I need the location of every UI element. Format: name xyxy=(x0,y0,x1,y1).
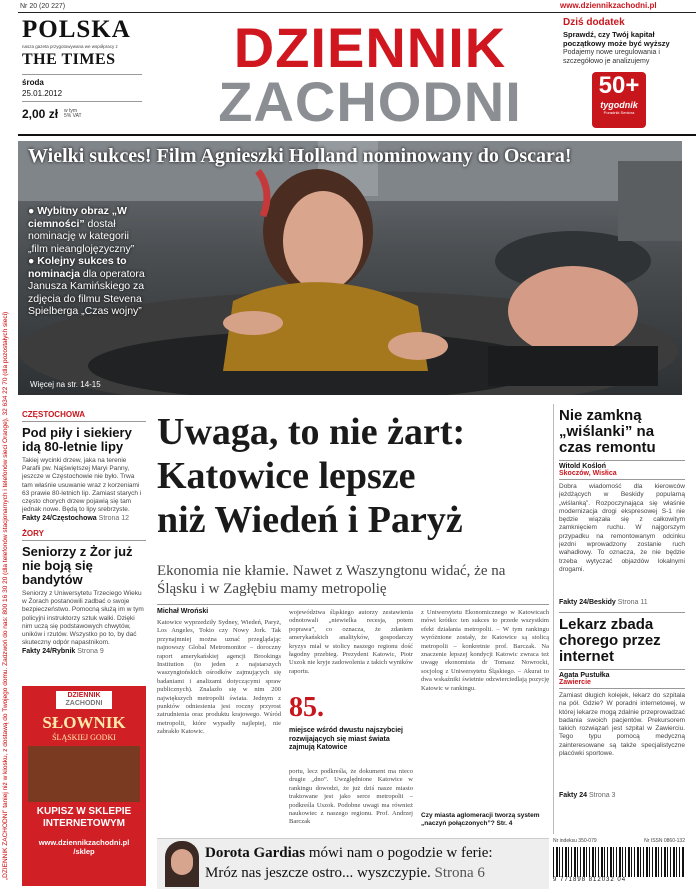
main-deck: Ekonomia nie kłamie. Nawet z Waszyngtonu widać, że na Śląsku i w Zagłębiu mamy metropolię xyxy=(157,563,506,597)
promo-url[interactable]: www.dziennikzachodni.pl xyxy=(38,838,130,847)
title-line1: DZIENNIK xyxy=(233,16,507,79)
hero-bullet-1-text: dostał nominację w kategorii „film nieanglojęzyczny” xyxy=(28,217,135,255)
promo-url-path[interactable]: /sklep xyxy=(73,847,95,856)
related-note-text: Czy miasta aglomeracji tworzą system „naczyń połączonych”? xyxy=(421,812,540,827)
right-column-divider xyxy=(553,404,554,834)
hero-bullet-2 xyxy=(28,255,146,318)
vat-note: w tym 5% VAT xyxy=(64,108,82,119)
ref-section: Fakty 24/Częstochowa xyxy=(22,515,97,522)
hero-bullet-2-bold: Kolejny sukces to nominacja xyxy=(28,255,127,280)
promo-logo xyxy=(56,691,112,709)
weather-line1 xyxy=(205,845,493,862)
story-wislanka-headline[interactable]: Nie zamkną „wiślanki” na czas remontu xyxy=(559,407,656,456)
related-note-page: Str. 4 xyxy=(496,820,513,827)
story-wislanka-text: Dobra wiadomość dla kierowców jeżdżących w Beskidy popularną „wiślanką”. Rozpoczynająca się właśnie modernizacja drogi ekspresowej S-1 nie będzie wiązała się z całkowitym zamknięciem ruchu. W najgorszym przypadku na remontowanym odcinku jezdni wprowadzony zostanie ruch wahadłowy. To oznacza, że nie będzie trzeba wytyczać objazdów lokalnymi drogami. xyxy=(559,483,685,573)
issue-number: Nr 20 (20 227) xyxy=(20,3,66,10)
story-zory-headline[interactable]: Seniorzy z Żor już nie boją się bandytów xyxy=(22,544,133,587)
supplement-text: Podajemy nowe uregulowania i szczegółowo je analizujemy xyxy=(563,49,660,65)
hero-bullet-1 xyxy=(28,205,146,255)
badge-number: 50+ xyxy=(598,72,640,99)
weather-page: Strona 6 xyxy=(434,865,485,881)
section-czestochowa: CZĘSTOCHOWA xyxy=(22,410,85,419)
supplement-headline: Sprawdź, czy Twój kapitał początkowy może być wyższy xyxy=(563,30,670,48)
story-zory-text: Seniorzy z Uniwersytetu Trzeciego Wieku w Żorach postanowili zadbać o swoje bezpieczeństwo. Pomocną służą im w tym policyjni instruktorzy sztuk walki. Dzięki nim uczą się podstawowych chwytów, uników i rzutów. Wszystko po to, by dać skuteczny odpór napastnikom. xyxy=(22,590,144,647)
right-rule xyxy=(559,688,685,689)
right-column xyxy=(559,408,685,799)
promo-subtitle: ŚLĄSKIEJ GODKI xyxy=(52,733,116,742)
story-czestochowa-text: Takiej wycinki drzew, jaka na terenie Parafii pw. Najświętszej Maryi Panny, jeszcze w Częstochowie nie było. Trwa tam właśnie usuwanie wraz z korzeniami 63 prawie 80-letnich lip. Zamiast starych i często chorych drzew pojawią się tam jednak nowe. Będą to lipy srebrzyste. xyxy=(22,457,142,514)
story-czestochowa-headline[interactable]: Pod piły i siekiery idą 80-letnie lipy xyxy=(22,425,132,454)
ref-page: Strona 11 xyxy=(617,599,648,606)
weather-teaser[interactable] xyxy=(157,838,549,889)
section-zory: ŻORY xyxy=(22,529,44,538)
masthead-left-rule xyxy=(22,74,142,75)
subscription-vertical-note: „DZIENNIK ZACHODNI” taniej niż w kiosku, z dostawą do Twojego domu. Zadzwoń do nas: 800 16 30 20 (dla telefonów stacjonarnych i telefonów sieci Orange), 32 634 22 70 (dla pozostałych sieci) xyxy=(2,311,9,880)
presenter-face xyxy=(171,849,193,875)
left-column xyxy=(22,410,146,655)
right-rule xyxy=(559,479,685,480)
left-rule xyxy=(22,421,146,422)
right-rule xyxy=(559,669,685,670)
promo-cta-line2: INTERNETOWYM xyxy=(42,818,126,829)
main-column-2-top: województwa śląskiego autorzy zestawienia odnotowali „niewielka recesja, potem poprawa”, co oznacza, że zdaniem amerykańskich analityków, gospodarczy kryzys miał w stolicy naszego regionu dość łagodny przebieg. Prezydent Katowic, Piotr Uszok nie kryje zadowolenia z takich wyników raportu. xyxy=(289,609,413,675)
badge-word: tygodnik xyxy=(600,100,638,110)
barcode-icon xyxy=(553,847,685,877)
badge-sub: Poradnik Seniora xyxy=(603,110,635,115)
main-headline[interactable] xyxy=(157,410,549,542)
presenter-name: Dorota Gardias xyxy=(205,845,306,861)
tygodnik-badge[interactable] xyxy=(592,72,646,128)
story-wislanka-author: Witold Kośloń xyxy=(559,463,606,470)
story-zory-ref[interactable] xyxy=(22,648,146,655)
ref-page: Strona 3 xyxy=(588,792,616,799)
pull-quote-text: miejsce wśród dwustu najszybciej rozwijających się miast świata zajmują Katowice xyxy=(289,727,403,751)
the-times-logo: THE TIMES xyxy=(22,51,116,68)
main-headline-line3: niż Wiedeń i Paryż xyxy=(157,499,463,541)
weather-intro: mówi nam o pogodzie w ferie: xyxy=(308,845,493,861)
masthead-top-rule xyxy=(18,12,696,13)
right-rule xyxy=(559,612,685,613)
left-rule xyxy=(22,540,146,541)
polska-tagline: nasza gazeta przygotowywana we współpracy z xyxy=(22,44,118,49)
promo-logo-line1: DZIENNIK xyxy=(67,692,101,699)
supplement-label: Dziś dodatek xyxy=(563,17,625,28)
main-headline-line1: Uwaga, to nie żart: xyxy=(157,411,466,453)
barcode-index: Nr indeksu 350-079 xyxy=(553,838,597,844)
dictionary-promo[interactable] xyxy=(22,686,146,886)
hero-bullet-1-bold: Wybitny obraz „W ciemności” xyxy=(28,205,127,230)
main-headline-line2: Katowice lepsze xyxy=(157,455,416,497)
ref-page: Strona 12 xyxy=(98,515,130,522)
right-rule xyxy=(559,460,685,461)
price: 2,00 zł xyxy=(22,107,59,121)
story-lekarz-text: Zamiast długich kolejek, lekarz do szpitala na pół. Gdzie? W poradni internetowej, w której lekarze mogą zdalnie przeprowadzać badania swoich pacjentów. Prekursorem takich rozwiązań jest szpital w Zawierciu. Tego typu pomocą medyczną zainteresowane są także specjalistyczne placówki sportowe. xyxy=(559,692,685,758)
story-wislanka-ref[interactable] xyxy=(559,599,685,606)
ref-section: Fakty 24/Rybnik xyxy=(22,648,76,655)
polska-logo: POLSKA xyxy=(22,16,131,43)
story-wislanka-place: Skoczów, Wisłica xyxy=(559,470,617,477)
weather-line2 xyxy=(205,865,485,882)
bullet-dot-icon: ● xyxy=(28,255,35,267)
barcode-block xyxy=(553,838,685,890)
barcode-number: 9 771898 812032 04 xyxy=(553,877,627,883)
promo-title: SŁOWNIK xyxy=(42,713,126,732)
promo-logo-line2: ZACHODNI xyxy=(65,700,103,707)
today-supplement[interactable] xyxy=(563,17,693,66)
hero-bullets xyxy=(28,205,146,318)
promo-photo-collage xyxy=(28,746,140,802)
main-column-2-bottom: portu, lecz podkreśla, że dokument ma nieco drugie „dno”. Uwzględnione Katowice w rankingu dowodzi, że już dziś nasze miasto traktowane jest jako serce metropolii – podkreśla Uszok. Podobne uwagi ma również naukowiec z naszego regionu. Prof. Andrzej Barczak xyxy=(289,768,413,826)
ref-section: Fakty 24/Beskidy xyxy=(559,599,616,606)
main-column-3: z Uniwersytetu Ekonomicznego w Katowicach mówi krótko: ten sukces to przede wszystkim efekt działania metropolii. – W tym rankingu wyróżnione zostały, że Katowice są stolicą metropolii – konkretnie prof. Barczak. Na znaczenie lepszej kondycji Katowic zwraca też uwagę ekonomista dr Tomasz Nowrocki, socjolog z Uniwersytetu Śląskiego. – Akurat to dwa wskaźniki świetnie odzwierciedlają pozycję Katowic w rankingu. xyxy=(421,609,549,692)
story-lekarz-place: Zawiercie xyxy=(559,679,591,686)
main-rule xyxy=(157,604,549,605)
masthead-left-rule2 xyxy=(22,101,142,102)
hero-bullet-2-text: dla operatora Janusza Kamińskiego za zdjęcia do filmu Stevena Spielberga „Czas wojny” xyxy=(28,267,145,317)
related-note[interactable] xyxy=(421,812,549,828)
hero-headline: Wielki sukces! Film Agnieszki Holland nominowany do Oscara! xyxy=(28,145,572,167)
story-lekarz-author: Agata Pustułka xyxy=(559,672,610,679)
weather-quote: Mróz nas jeszcze ostro... wyszczypie. xyxy=(205,865,431,881)
promo-cta-line1: KUPISZ W SKLEPIE xyxy=(36,806,132,817)
main-column-1: Katowice wyprzedziły Sydney, Wiedeń, Paryż, Los Angeles, Tokio czy Nowy Jork. Tak przynajmniej można uznać przeglądając najnowszy Global Metromonitor – doroczny raport amerykańskiej agencji Brookings Institution (to jeden z najstarszych waszyngtońskich ośrodków zajmujących się badaniami i analizami dotyczącymi spraw publicznych). Znalazło się w nim 200 największych metropolii świata. Jednym z punktów odniesienia jest roczny przyrost zatrudnienia oraz produktu krajowego. Wśród metropolii, które wypadły najlepiej, nie zabrakło Katowic. xyxy=(157,619,281,736)
issue-date: 25.01.2012 xyxy=(22,89,63,98)
story-lekarz-ref[interactable] xyxy=(559,792,685,799)
bullet-dot-icon: ● xyxy=(28,205,35,217)
barcode-issn: Nr ISSN 0860-132 xyxy=(644,838,685,844)
masthead-bottom-rule xyxy=(18,134,696,136)
pull-quote-number: 85. xyxy=(289,692,324,723)
story-lekarz-headline[interactable]: Lekarz zbada chorego przez internet xyxy=(559,616,661,665)
website-link[interactable]: www.dziennikzachodni.pl xyxy=(560,1,657,10)
main-author: Michał Wroński xyxy=(157,608,209,615)
story-czestochowa-ref[interactable] xyxy=(22,515,146,522)
newspaper-title xyxy=(200,16,540,133)
hero-more-link[interactable]: Więcej na str. 14-15 xyxy=(30,380,101,389)
ref-page: Strona 9 xyxy=(77,648,104,655)
weekday: środa xyxy=(22,78,44,87)
barcode-labels xyxy=(553,838,685,844)
ref-section: Fakty 24 xyxy=(559,792,588,799)
title-line2: ZACHODNI xyxy=(218,70,522,133)
hero-photo-block[interactable] xyxy=(18,141,682,395)
